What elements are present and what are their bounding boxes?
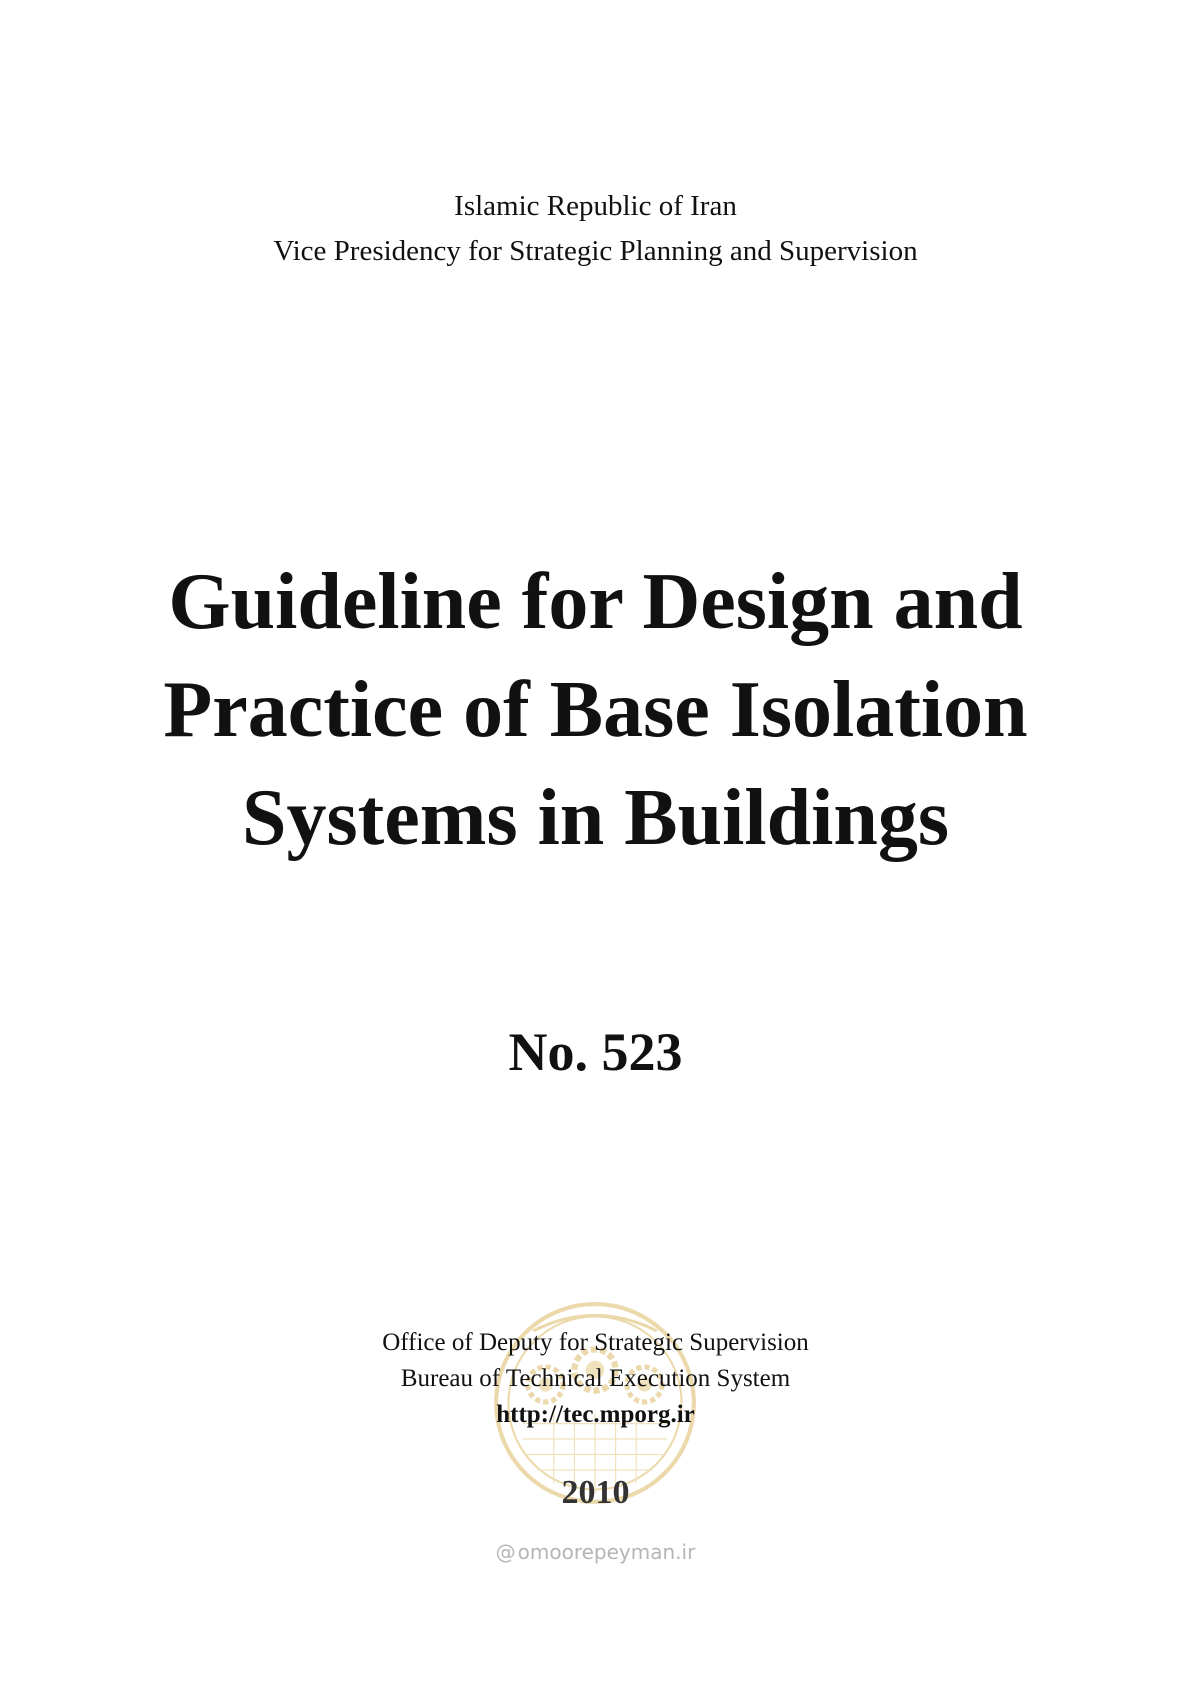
at-sign-icon: @ — [495, 1540, 516, 1564]
website-url: http://tec.mporg.ir — [496, 1401, 695, 1428]
office-line: Office of Deputy for Strategic Supervision — [382, 1329, 809, 1356]
agency-line: Vice Presidency for Strategic Planning and Supervision — [273, 235, 918, 267]
title-line-1: Guideline for Design and — [168, 558, 1023, 646]
publisher-footer — [0, 1325, 1191, 1433]
publication-year: 2010 — [561, 1474, 630, 1511]
publication-number: No. 523 — [508, 1022, 683, 1082]
country-line: Islamic Republic of Iran — [454, 190, 737, 222]
title-line-3: Systems in Buildings — [242, 774, 949, 862]
title-line-2: Practice of Base Isolation — [163, 666, 1028, 754]
watermark-text: omoorepeyman.ir — [517, 1540, 696, 1564]
document-title — [0, 548, 1191, 872]
publisher-header — [0, 184, 1191, 274]
bureau-line: Bureau of Technical Execution System — [400, 1365, 791, 1392]
site-watermark — [0, 1539, 1191, 1565]
